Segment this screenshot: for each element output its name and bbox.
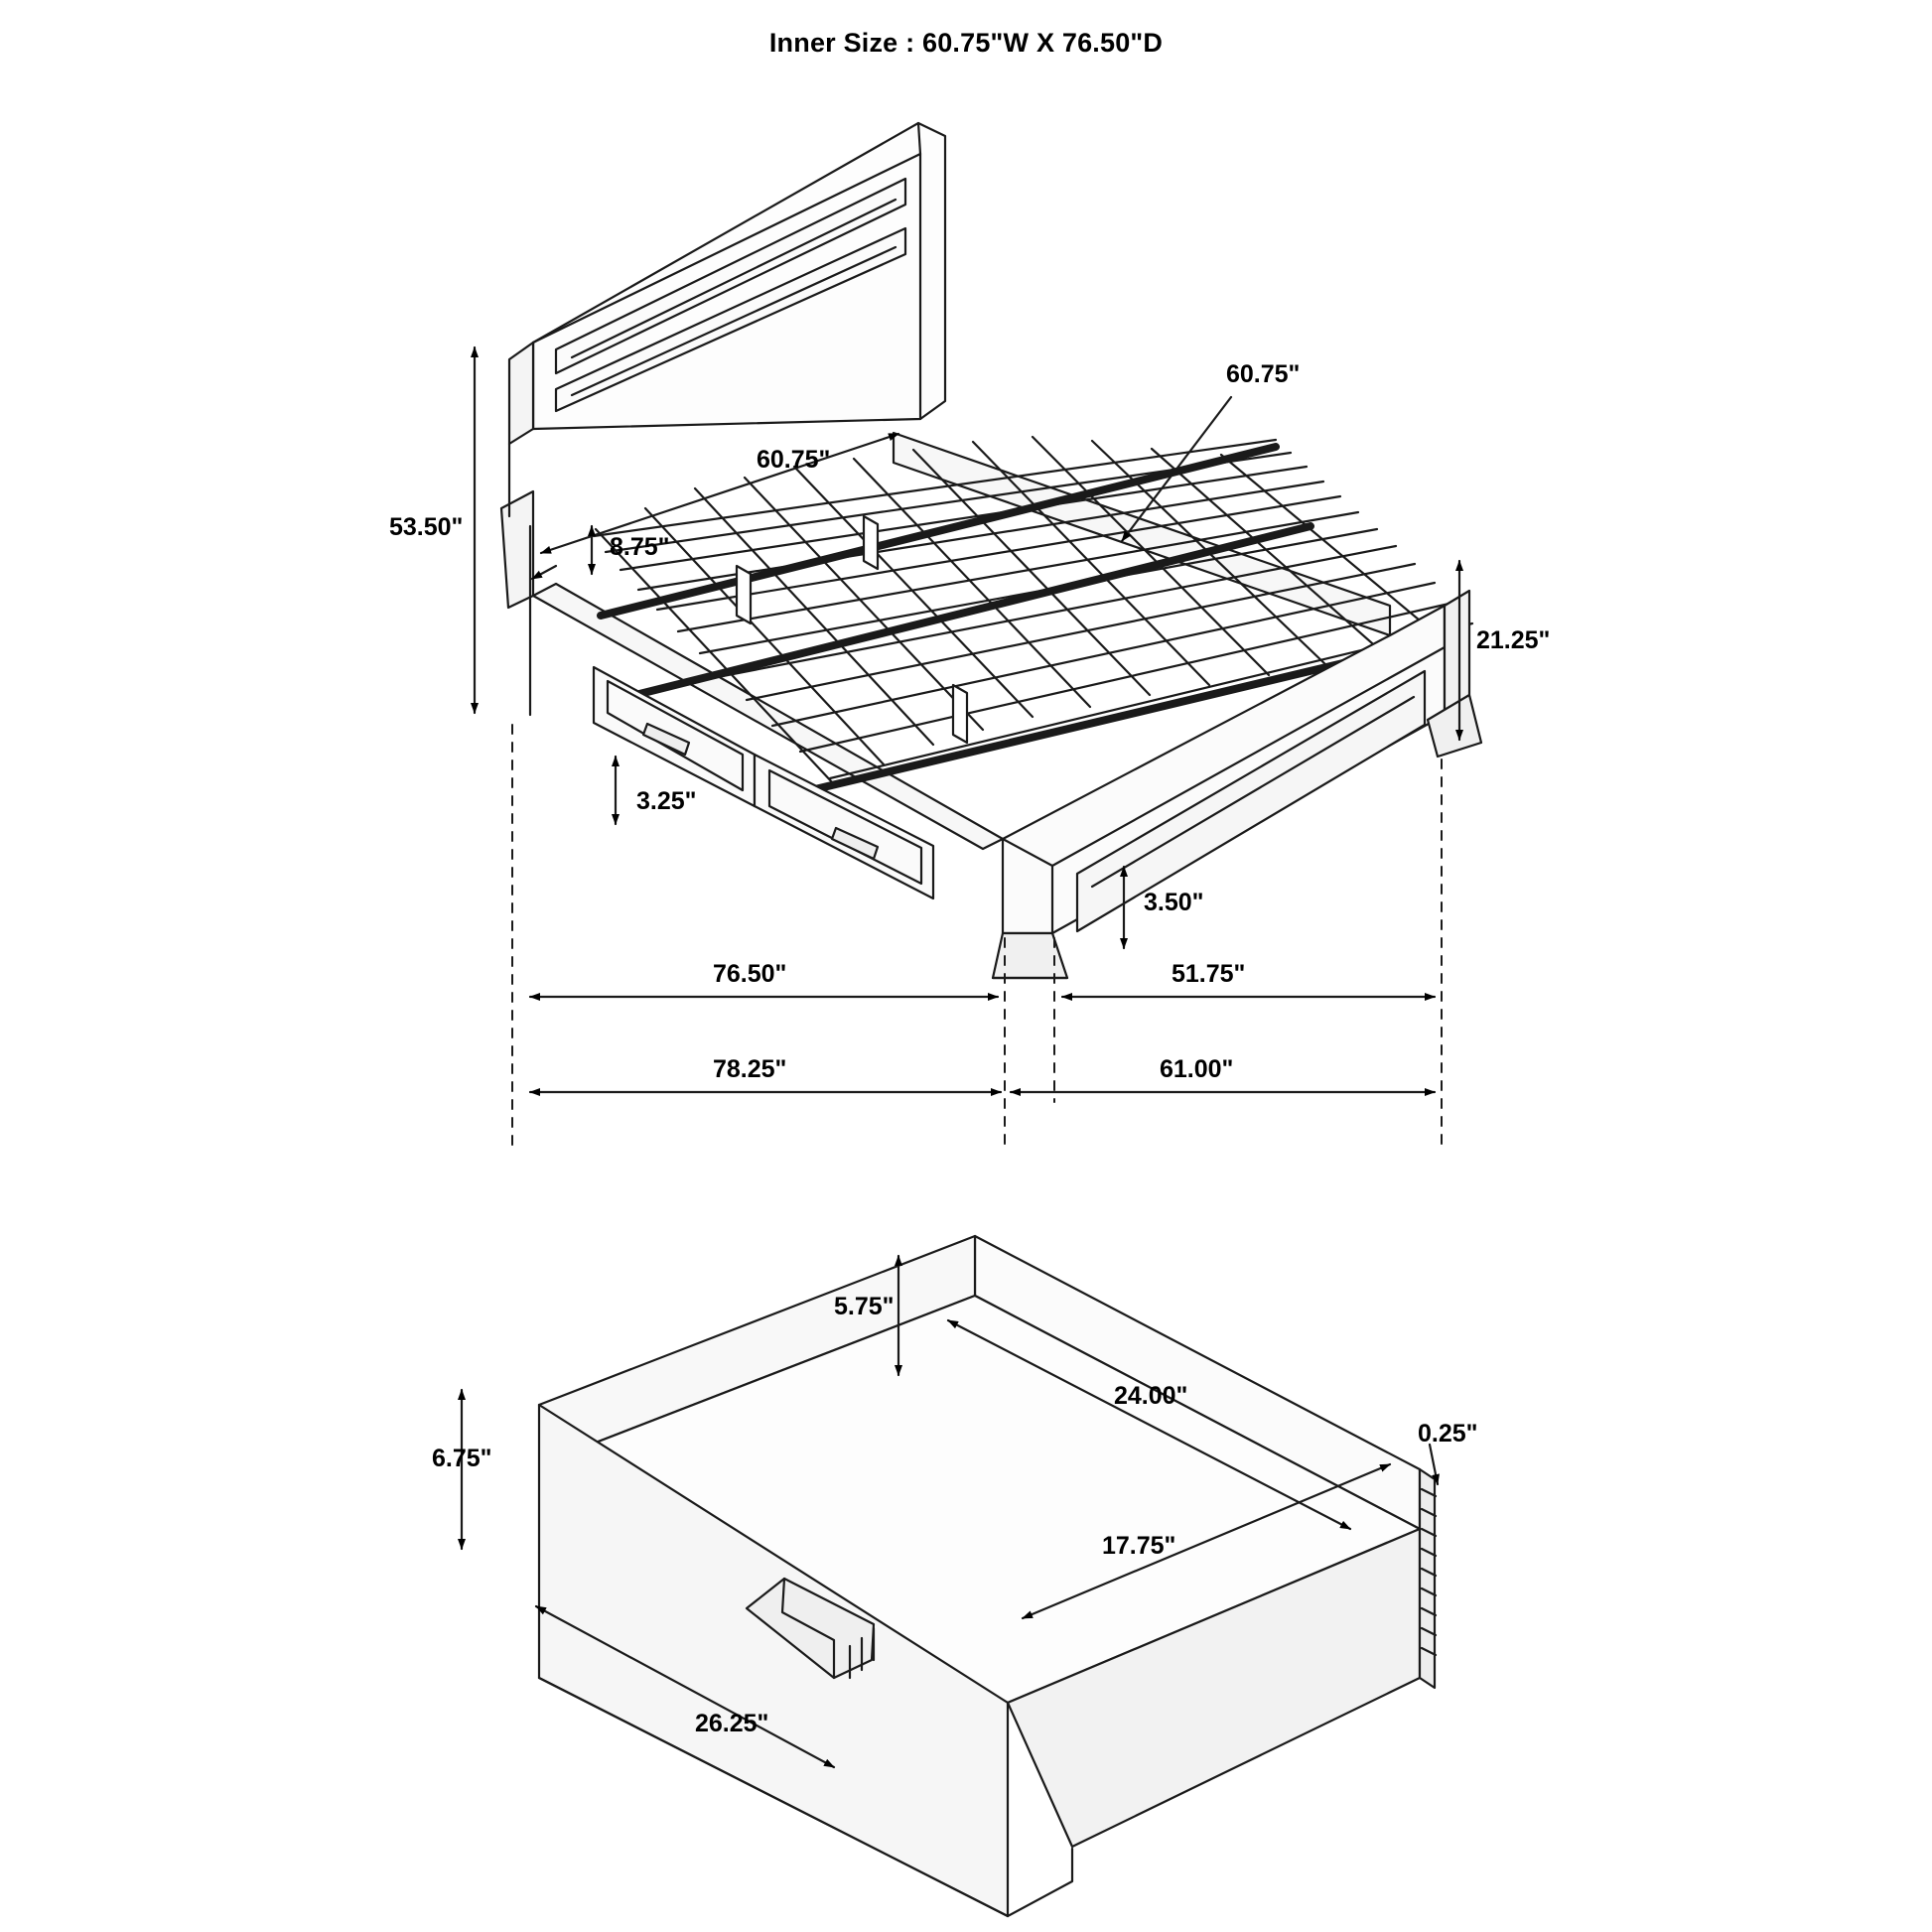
dim-drawer-outer-height: 6.75" [432, 1445, 492, 1472]
dim-drawer-side-thickness: 0.25" [1418, 1420, 1478, 1448]
dim-drawer-face-height: 3.25" [636, 787, 697, 815]
dim-drawer-inner-height: 5.75" [834, 1293, 895, 1320]
dim-drawer-face-width: 26.25" [695, 1710, 769, 1737]
drawer-detail [539, 1236, 1436, 1916]
dim-floor-clearance: 3.50" [1144, 889, 1204, 916]
dim-outer-depth: 78.25" [713, 1055, 787, 1083]
dim-deck-to-rail: 8.75" [610, 533, 670, 561]
dim-footboard-outer-width: 61.00" [1160, 1055, 1234, 1083]
footboard [993, 591, 1481, 978]
dim-mattress-width-rear: 60.75" [1226, 360, 1301, 388]
dim-mattress-width-front: 60.75" [757, 446, 831, 474]
headboard [501, 123, 945, 715]
page-title: Inner Size : 60.75"W X 76.50"D [768, 28, 1164, 58]
dim-inner-depth: 76.50" [713, 960, 787, 988]
dim-drawer-inner-depth: 24.00" [1114, 1382, 1188, 1410]
dim-headboard-height: 53.50" [389, 513, 464, 541]
dim-footboard-height: 21.25" [1476, 626, 1551, 654]
dim-drawer-inner-width: 17.75" [1102, 1532, 1176, 1560]
dim-footboard-inner-width: 51.75" [1172, 960, 1246, 988]
